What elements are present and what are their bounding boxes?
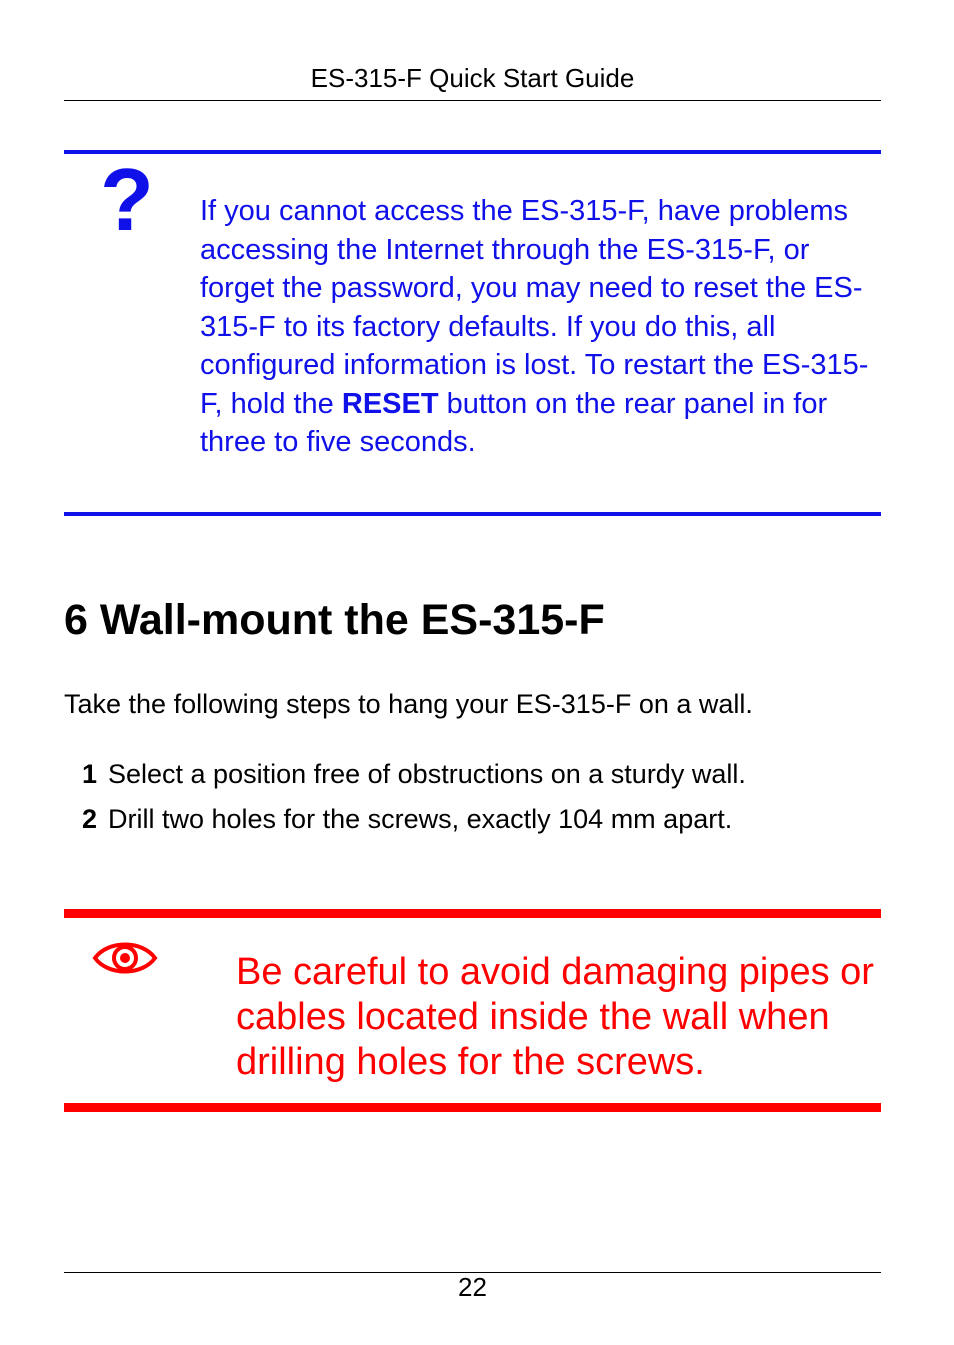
- page-header: ES-315-F Quick Start Guide: [310, 63, 635, 93]
- section-title: 6 Wall-mount the ES-315-F: [64, 596, 605, 644]
- step-text: Select a position free of obstructions on a sturdy wall.: [108, 759, 746, 789]
- note-callout: [64, 150, 881, 516]
- warning-text: Be careful to avoid damaging pipes or cables located inside the wall when drilling holes for the screws.: [236, 951, 874, 1083]
- section-intro: Take the following steps to hang your ES-315-F on a wall.: [64, 689, 753, 719]
- step-text: Drill two holes for the screws, exactly 104 mm apart.: [108, 804, 733, 834]
- steps-list: [82, 756, 746, 846]
- page-number: 22: [458, 1272, 487, 1302]
- list-item: [82, 801, 746, 837]
- list-item: [82, 756, 746, 792]
- note-text-end: button on the rear panel in for three to five seconds.: [200, 387, 828, 458]
- step-number: 2: [82, 804, 98, 834]
- step-number: 1: [82, 759, 98, 789]
- reset-keyword: RESET: [341, 387, 439, 420]
- header-divider: [64, 100, 881, 101]
- question-mark-icon: ?: [100, 150, 154, 249]
- warning-callout: [64, 909, 881, 1112]
- note-text: [200, 192, 880, 462]
- note-text-start: If you cannot access the ES-315-F, have problems accessing the Internet through the ES-315-F, or forget the password, you may need to reset the ES-315-F to its factory defaults. If you do this, all configured information is lost. To restart the ES-315-F, hold the: [200, 195, 869, 420]
- eye-icon: [92, 938, 158, 983]
